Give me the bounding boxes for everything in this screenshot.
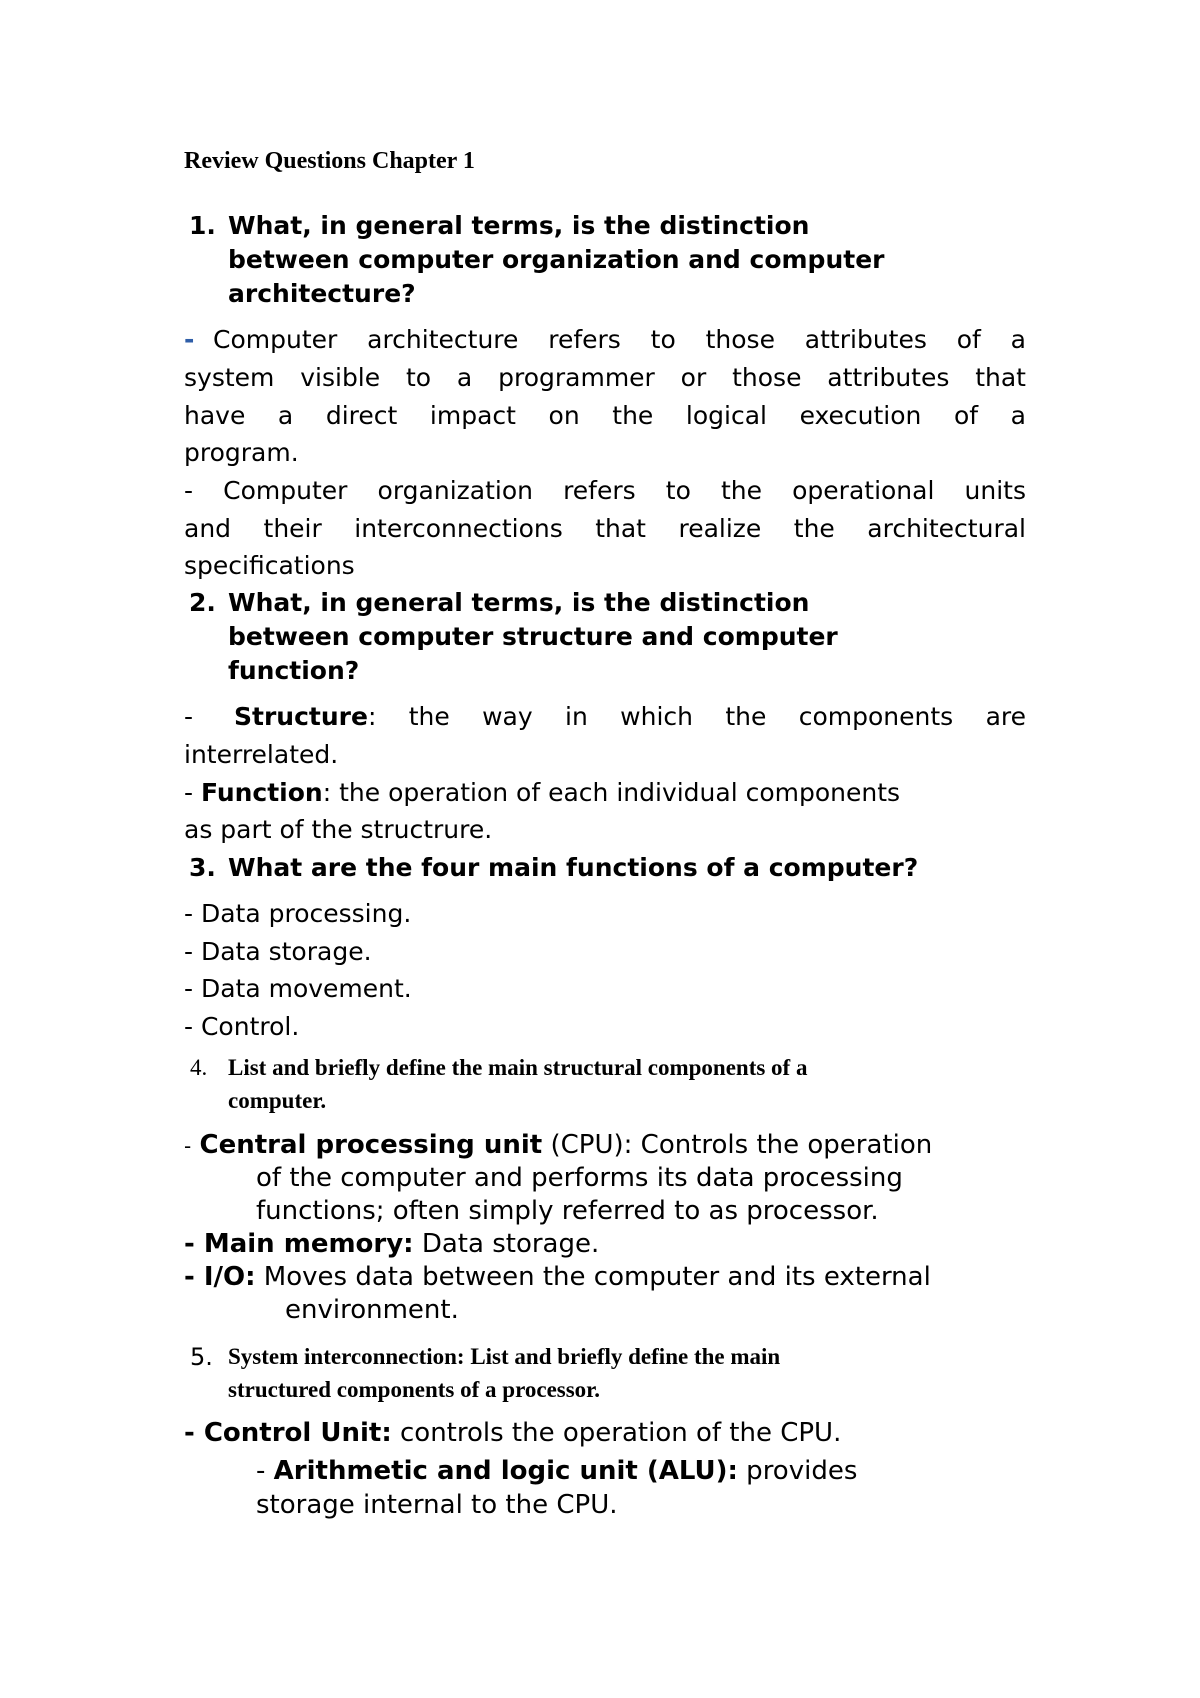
structure-definition: : the way in which the components are [367,702,1026,731]
control-unit-description: controls the operation of the CPU. [391,1418,842,1448]
function-list-item: - Control. [184,1012,300,1041]
question-5-number: 5. [190,1343,213,1371]
answer-1a-line-4: program. [184,438,299,467]
question-2-line-3: function? [228,656,360,685]
function-term: Function [200,778,323,807]
function-list-item: - Data storage. [184,937,372,966]
answer-1a-line-3: have a direct impact on the logical execution of a [184,401,1026,430]
question-5-line-1: System interconnection: List and briefly define the main [228,1344,781,1369]
question-2-line-1: What, in general terms, is the distinction [228,588,810,617]
function-list-item: - Data processing. [184,899,412,928]
question-3-text: What are the four main functions of a computer? [228,853,919,882]
io-term: - I/O: [184,1262,256,1292]
main-memory-line [184,1229,599,1259]
control-unit-line [184,1418,841,1448]
io-line [184,1262,931,1292]
question-3-number: 3. [189,853,216,882]
cpu-line [184,1130,932,1160]
cpu-term: Central processing unit [199,1130,543,1160]
question-2-line-2: between computer structure and computer [228,622,838,651]
structure-definition-line [234,702,1026,731]
function-dash: - [184,778,194,807]
structure-dash: - [184,702,194,731]
structure-term: Structure [234,702,368,731]
alu-term: Arithmetic and logic unit (ALU): [273,1456,738,1486]
question-1-number: 1. [189,211,216,240]
cpu-description: (CPU): Controls the operation [542,1130,933,1160]
question-4-line-1: List and briefly define the main structural components of a [228,1055,808,1080]
question-1-line-3: architecture? [228,279,416,308]
answer-1a-dash: - [184,325,195,354]
function-definition: : the operation of each individual components [322,778,901,807]
question-1-line-2: between computer organization and computer [228,245,885,274]
cpu-continuation-2: functions; often simply referred to as processor. [256,1196,879,1226]
question-1-line-1: What, in general terms, is the distinction [228,211,810,240]
cpu-continuation-1: of the computer and performs its data processing [256,1163,903,1193]
question-4-number: 4. [190,1055,208,1080]
answer-1b-line-2: and their interconnections that realize the architectural [184,514,1026,543]
question-2-number: 2. [189,588,216,617]
function-continuation: as part of the structrure. [184,815,493,844]
alu-description: provides [737,1456,858,1486]
io-description: Moves data between the computer and its external [255,1262,931,1292]
function-line [184,778,900,807]
question-4-line-2: computer. [228,1088,327,1113]
structure-continuation: interrelated. [184,740,339,769]
answer-1a-line-1: Computer architecture refers to those attributes of a [213,325,1026,354]
io-continuation: environment. [285,1295,459,1325]
control-unit-term: - Control Unit: [184,1418,392,1448]
function-list-item: - Data movement. [184,974,412,1003]
main-memory-description: Data storage. [413,1229,600,1259]
main-memory-term: - Main memory: [184,1229,414,1259]
document-title: Review Questions Chapter 1 [184,148,475,174]
alu-dash: - [256,1456,274,1486]
question-5-line-2: structured components of a processor. [228,1377,601,1402]
alu-continuation: storage internal to the CPU. [256,1490,618,1520]
answer-1a-line-2: system visible to a programmer or those attributes that [184,363,1026,392]
cpu-dash: - [184,1134,192,1158]
answer-1b-line-1: - Computer organization refers to the operational units [184,476,1026,505]
answer-1b-line-3: specifications [184,551,355,580]
alu-line [256,1456,857,1486]
